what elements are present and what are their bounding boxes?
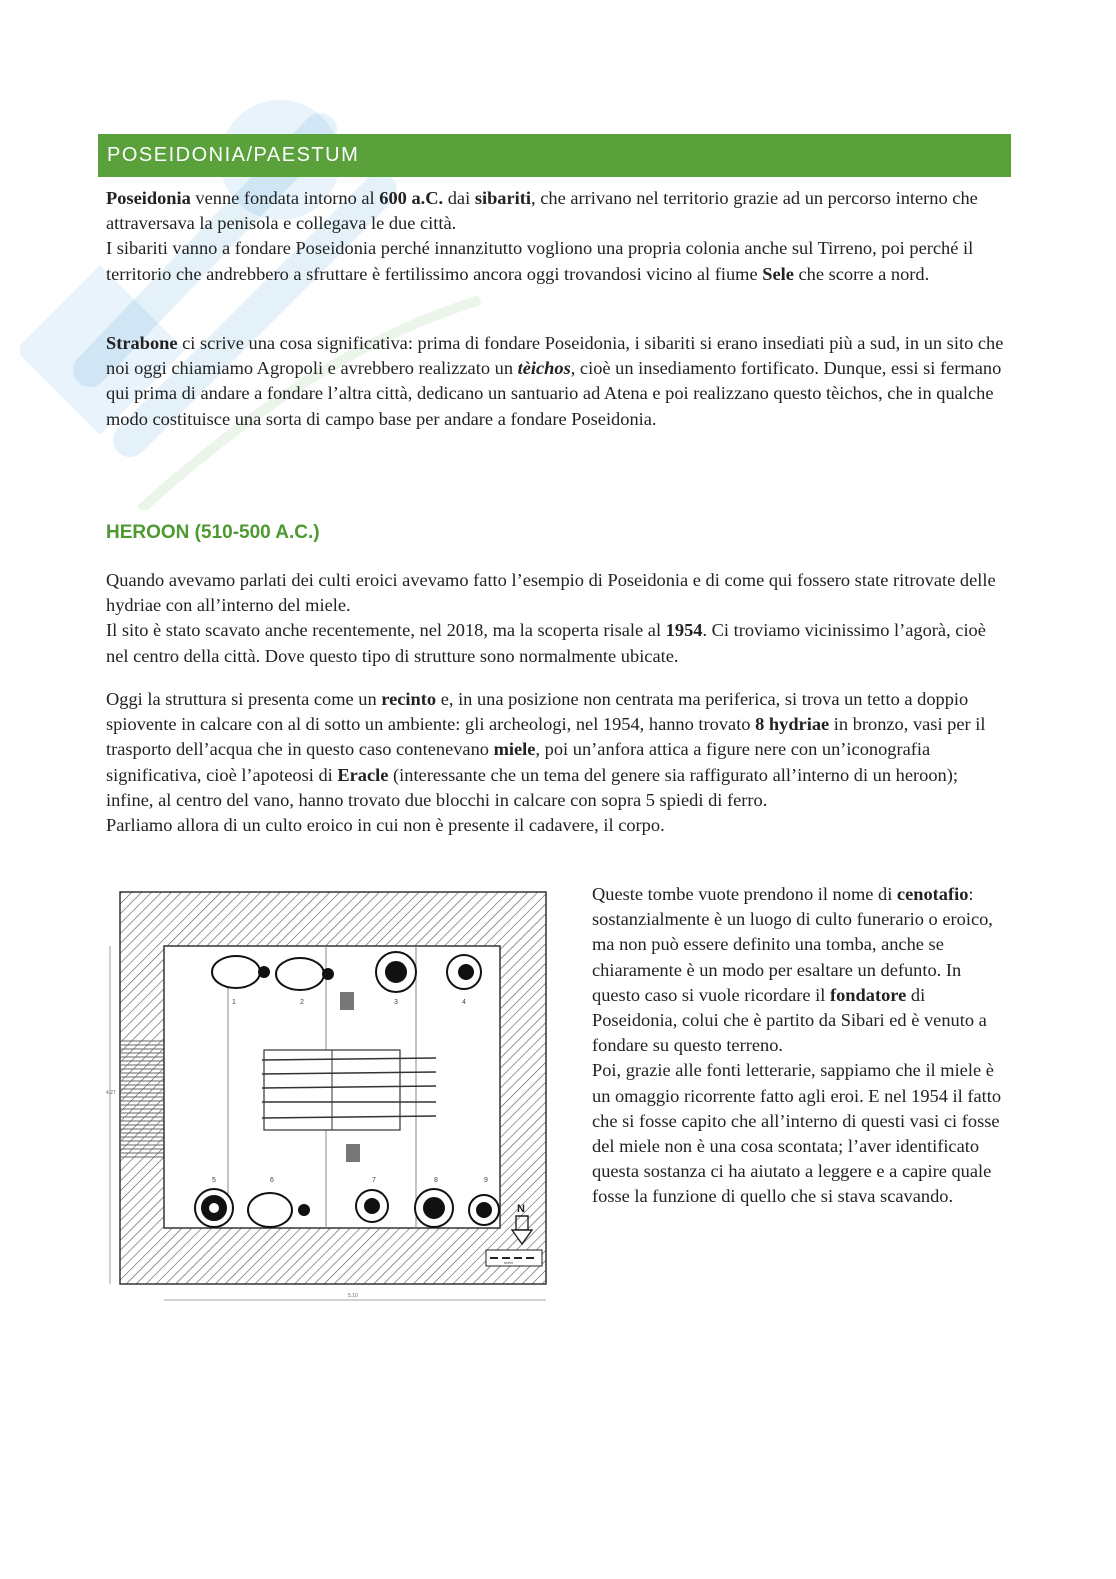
plan-label-top: 3 — [394, 999, 398, 1006]
heading-heroon: HEROON (510-500 A.C.) — [106, 522, 320, 543]
plan-label-top: 1 — [232, 999, 236, 1006]
plan-label-bottom: 5 — [212, 1177, 216, 1184]
plan-dimension-side: 4.27 — [106, 1090, 116, 1096]
svg-text:N: N — [517, 1203, 525, 1215]
plan-label-bottom: 8 — [434, 1177, 438, 1184]
plan-label-bottom: 7 — [372, 1177, 376, 1184]
paragraph-heroon-intro: Quando avevamo parlati dei culti eroici avevamo fatto l’esempio di Poseidonia e di come qui fossero state ritrovate delle hydriae con all’interno del miele. Il sito è stato scavato anche recentemente, nel 2018, ma la scoperta risale al 1954. Ci troviamo vicinissimo l’agorà, cioè nel centro della città. Dove questo tipo di strutture sono normalmente ubicate. — [106, 570, 996, 666]
paragraph-cenotafio: Queste tombe vuote prendono il nome di cenotafio: sostanzialmente è un luogo di culto funerario o eroico, ma non può essere definito una tomba, anche se chiaramente è un modo per esaltare un defunto. In questo caso si vuole ricordare il fondatore di Poseidonia, colui che è partito da Sibari ed è venuto a fondare su questo terreno. Poi, grazie alle fonti letterarie, sappiamo che il miele è un omaggio ricorrente fatto agli eroi. E nel 1954 il fatto che si fosse capito che all’interno di questi vasi ci fosse del miele non è una cosa scontata; l’aver identificato questa sostanza ci ha aiutato a leggere e a capire quale fosse la funzione di quello che si stava scavando. — [592, 884, 1002, 1207]
plan-label-bottom: 6 — [270, 1177, 274, 1184]
section-title-banner: POSEIDONIA/PAESTUM — [98, 134, 1011, 177]
scale-caption: metri — [504, 1260, 513, 1265]
paragraph-strabone: Strabone ci scrive una cosa significativa: prima di fondare Poseidonia, i sibariti si erano insediati più a sud, in un sito che noi oggi chiamiamo Agropoli e avrebbero realizzato un tèichos, cioè un insediamento fortificato. Dunque, essi si fermano qui prima di andare a fondare l’altra città, dedicano un santuario ad Atena e poi realizzano questo tèichos, che in qualche modo costituisce una sorta di campo base per andare a fondare Poseidonia. — [106, 333, 1004, 429]
plan-label-top: 4 — [462, 999, 466, 1006]
paragraph-foundation: Poseidonia venne fondata intorno al 600 a.C. dai sibariti, che arrivano nel territorio grazie ad un percorso interno che attraversava la penisola e collegava le due città. I sibariti vanno a fondare Poseidonia perché innanzitutto vogliono una propria colonia anche sul Tirreno, poi perché il territorio che andrebbero a sfruttare è fertilissimo ancora oggi trovandosi vicino al fiume Sele che scorre a nord. — [106, 188, 978, 284]
plan-dimension-bottom: 5.10 — [348, 1293, 358, 1299]
heroon-floor-plan — [104, 880, 570, 1306]
paragraph-structure: Oggi la struttura si presenta come un recinto e, in una posizione non centrata ma periferica, si trova un tetto a doppio spiovente in calcare con al di sotto un ambiente: gli archeologi, nel 1954, hanno trovato 8 hydriae in bronzo, vasi per il trasporto dell’acqua che in questo caso contenevano miele, poi un’anfora attica a figure nere con un’iconografia significativa, cioè l’apoteosi di Eracle (interessante che un tema del genere sia raffigurato all’interno di un heroon); infine, al centro del vano, hanno trovato due blocchi in calcare con sopra 5 spiedi di ferro. Parliamo allora di un culto eroico in cui non è presente il cadavere, il corpo. — [106, 689, 986, 836]
plan-label-bottom: 9 — [484, 1177, 488, 1184]
plan-label-top: 2 — [300, 999, 304, 1006]
